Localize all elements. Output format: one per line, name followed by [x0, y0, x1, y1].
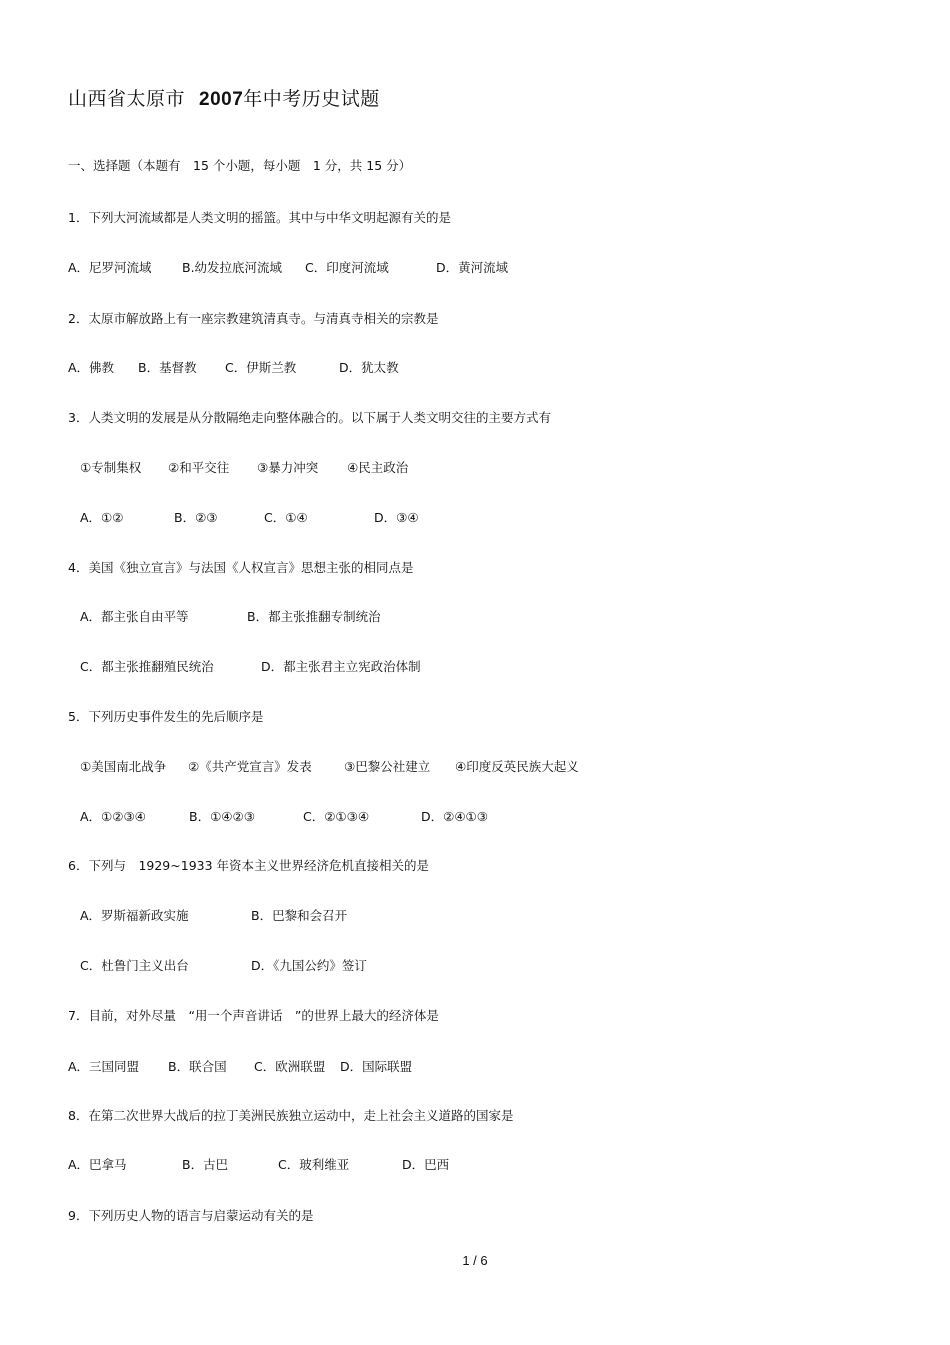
question-7-stem: 7．目前，对外尽量 “用一个声音讲话 ”的世界上最大的经济体是 [68, 1008, 439, 1023]
question-2-option-b: B．基督教 [138, 360, 197, 375]
question-8-option-a: A．巴拿马 [68, 1157, 127, 1172]
question-5-item-4: ④印度反英民族大起义 [455, 759, 579, 774]
question-4-options-row-1 [80, 609, 860, 625]
question-5-item-2: ②《共产党宣言》发表 [188, 759, 312, 774]
question-2-option-c: C．伊斯兰教 [225, 360, 297, 375]
question-8-option-c: C．玻利维亚 [278, 1157, 350, 1172]
question-4-option-b: B．都主张推翻专制统治 [247, 609, 381, 624]
question-4-stem: 4．美国《独立宣言》与法国《人权宣言》思想主张的相同点是 [68, 560, 414, 575]
page-number: 1 / 6 [462, 1253, 488, 1268]
question-2-stem: 2．太原市解放路上有一座宗教建筑清真寺。与清真寺相关的宗教是 [68, 311, 439, 326]
question-1-option-d: D．黄河流域 [436, 260, 509, 275]
question-3-item-4: ④民主政治 [347, 460, 409, 475]
question-1-stem: 1．下列大河流域都是人类文明的摇篮。其中与中华文明起源有关的是 [68, 210, 451, 225]
question-3-item-1: ①专制集权 [80, 460, 142, 475]
section-header: 一、选择题（本题有 15 个小题，每小题 1 分，共 15 分） [68, 158, 412, 173]
title-year: 2007 [199, 89, 244, 110]
question-3-option-c: C．①④ [264, 510, 308, 525]
question-3-option-a: A．①② [80, 510, 124, 525]
question-4-options-row-2 [80, 659, 860, 675]
question-3-option-d: D．③④ [374, 510, 419, 525]
question-3-item-3: ③暴力冲突 [257, 460, 319, 475]
question-5-item-1: ①美国南北战争 [80, 759, 167, 774]
question-4-option-a: A．都主张自由平等 [80, 609, 189, 624]
question-1-option-b: B.幼发拉底河流域 [182, 260, 283, 275]
question-1-option-c: C．印度河流域 [305, 260, 389, 275]
question-3-options [80, 510, 860, 526]
question-5-option-b: B．①④②③ [189, 809, 255, 824]
question-7-option-b: B．联合国 [168, 1059, 227, 1074]
title-main: 山西省太原市 [68, 88, 186, 110]
question-6-option-d: D．《九国公约》签订 [251, 958, 367, 973]
question-6-options-row-1 [80, 908, 860, 924]
title-rest: 年中考历史试题 [243, 88, 380, 110]
question-7-options [68, 1059, 868, 1075]
question-7-option-a: A．三国同盟 [68, 1059, 140, 1074]
question-3-option-b: B．②③ [174, 510, 218, 525]
question-5-options [80, 809, 860, 825]
question-5-items [80, 759, 880, 775]
question-6-stem: 6．下列与 1929~1933 年资本主义世界经济危机直接相关的是 [68, 858, 430, 873]
question-2-options [68, 360, 868, 376]
question-7-option-c: C．欧洲联盟 [254, 1059, 326, 1074]
question-4-option-d: D．都主张君主立宪政治体制 [261, 659, 421, 674]
page-title [68, 84, 380, 111]
question-5-stem: 5．下列历史事件发生的先后顺序是 [68, 709, 264, 724]
question-6-option-a: A．罗斯福新政实施 [80, 908, 189, 923]
question-3-item-2: ②和平交往 [168, 460, 230, 475]
question-9-stem: 9．下列历史人物的语言与启蒙运动有关的是 [68, 1208, 314, 1223]
question-8-options [68, 1157, 868, 1173]
question-5-option-d: D．②④①③ [421, 809, 488, 824]
question-5-option-a: A．①②③④ [80, 809, 146, 824]
question-1-option-a: A．尼罗河流域 [68, 260, 152, 275]
question-3-items [80, 460, 860, 476]
question-7-option-d: D．国际联盟 [340, 1059, 413, 1074]
question-5-option-c: C．②①③④ [303, 809, 370, 824]
question-8-stem: 8．在第二次世界大战后的拉丁美洲民族独立运动中，走上社会主义道路的国家是 [68, 1108, 514, 1123]
question-3-stem: 3．人类文明的发展是从分散隔绝走向整体融合的。以下属于人类文明交往的主要方式有 [68, 410, 551, 425]
question-2-option-a: A．佛教 [68, 360, 115, 375]
question-1-options [68, 260, 868, 276]
question-6-options-row-2 [80, 958, 860, 974]
question-4-option-c: C．都主张推翻殖民统治 [80, 659, 214, 674]
question-8-option-d: D．巴西 [402, 1157, 450, 1172]
question-8-option-b: B．古巴 [182, 1157, 229, 1172]
question-2-option-d: D．犹太教 [339, 360, 399, 375]
question-5-item-3: ③巴黎公社建立 [344, 759, 431, 774]
question-6-option-c: C．杜鲁门主义出台 [80, 958, 189, 973]
question-6-option-b: B．巴黎和会召开 [251, 908, 348, 923]
